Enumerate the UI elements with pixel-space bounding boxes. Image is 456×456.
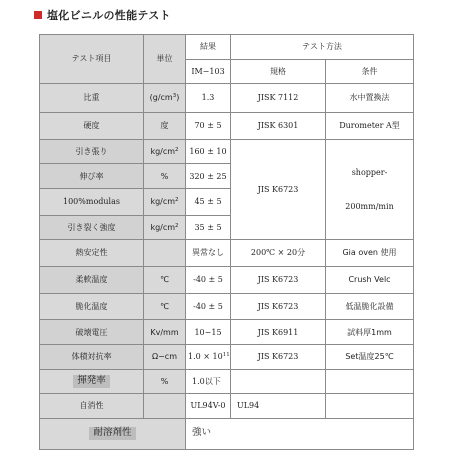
row-unit: ℃ [144,266,186,293]
row-item: 熱安定性 [40,240,144,267]
row-result: 1.3 [186,84,231,113]
row-standard-empty [231,369,326,394]
row-result: 320 ± 25 [186,164,231,189]
row-unit: $kg/cm^2$ [144,188,186,215]
table-row [40,418,414,449]
row-item: 柔軟温度 [40,266,144,293]
row-condition-empty [326,369,414,394]
row-condition-empty [326,394,414,419]
row-result: 45 ± 5 [186,188,231,215]
row-condition: Set温度25℃ [326,345,414,370]
page-title [34,6,171,24]
row-result-exponent: 11 [222,352,230,359]
header-method: テスト方法 [231,35,414,60]
table-row [40,369,414,394]
row-item: 耐溶剤性 [89,427,135,440]
row-result: UL94V-0 [186,394,231,419]
row-item: 体積対抗率 [40,345,144,370]
row-item: 100%modulas [40,188,144,215]
row-item: 硬度 [40,113,144,140]
row-item: 引き張り [40,139,144,164]
row-standard: JIS K6723 [231,345,326,370]
header-standard: 規格 [231,59,326,84]
row-item: 自消性 [40,394,144,419]
row-unit: $kg/cm^2$ [144,139,186,164]
row-standard: JIS K6723 [231,293,326,320]
row-item-cell [40,418,186,449]
header-item: テスト項目 [40,35,144,84]
row-result: 異常なし [186,240,231,267]
table-row [40,320,414,345]
row-unit: % [144,369,186,394]
row-unit: Kv/mm [144,320,186,345]
table-row [40,266,414,293]
row-result: 70 ± 5 [186,113,231,140]
row-result: 35 ± 5 [186,215,231,240]
row-item: 脆化温度 [40,293,144,320]
header-grade: IM−103 [186,59,231,84]
table-row [40,84,414,113]
row-unit: $(g/cm^3)$ [144,84,186,113]
header-condition: 条件 [326,59,414,84]
row-standard: JISK 6301 [231,113,326,140]
title-text: 塩化ビニルの性能テスト [47,9,171,22]
row-result: -40 ± 5 [186,266,231,293]
row-standard: JIS K6723 [231,266,326,293]
row-unit [144,240,186,267]
title-bullet [34,11,42,19]
row-item: 引き裂く強度 [40,215,144,240]
row-item: 揮発率 [73,375,110,388]
spec-table [39,34,414,450]
row-condition: 試料厚1mm [326,320,414,345]
table-row [40,139,414,164]
row-standard: JIS K6911 [231,320,326,345]
tensile-condition-line1: shopper- [351,168,388,178]
table-row [40,240,414,267]
header-result: 結果 [186,35,231,60]
row-result: -40 ± 5 [186,293,231,320]
row-result: 10~15 [186,320,231,345]
row-result: 強い [186,418,414,449]
row-unit: Ω−cm [144,345,186,370]
row-result [186,345,231,370]
row-unit: ℃ [144,293,186,320]
row-unit: % [144,164,186,189]
row-condition: 低温脆化設備 [326,293,414,320]
header-row-1 [40,35,414,60]
header-unit: 単位 [144,35,186,84]
row-result: 1.0以下 [186,369,231,394]
tensile-condition [326,139,414,239]
table-row [40,394,414,419]
row-standard: UL94 [231,394,326,419]
row-result: 160 ± 10 [186,139,231,164]
row-standard: JISK 7112 [231,84,326,113]
row-unit: $kg/cm^2$ [144,215,186,240]
row-item: 伸び率 [40,164,144,189]
tensile-standard: JIS K6723 [231,139,326,239]
table-row [40,113,414,140]
table-row [40,345,414,370]
row-item: 破壊電圧 [40,320,144,345]
row-unit [144,394,186,419]
tensile-condition-line2: 200mm/min [345,201,394,211]
row-condition: Durometer A型 [326,113,414,140]
row-item-cell [40,369,144,394]
row-condition: Crush Velc [326,266,414,293]
table-row [40,293,414,320]
row-condition: Gia oven 使用 [326,240,414,267]
row-condition: 水中置換法 [326,84,414,113]
row-result-base: 1.0 × 10 [188,352,223,362]
row-standard: 200℃ × 20分 [231,240,326,267]
row-unit: 度 [144,113,186,140]
row-item: 比重 [40,84,144,113]
